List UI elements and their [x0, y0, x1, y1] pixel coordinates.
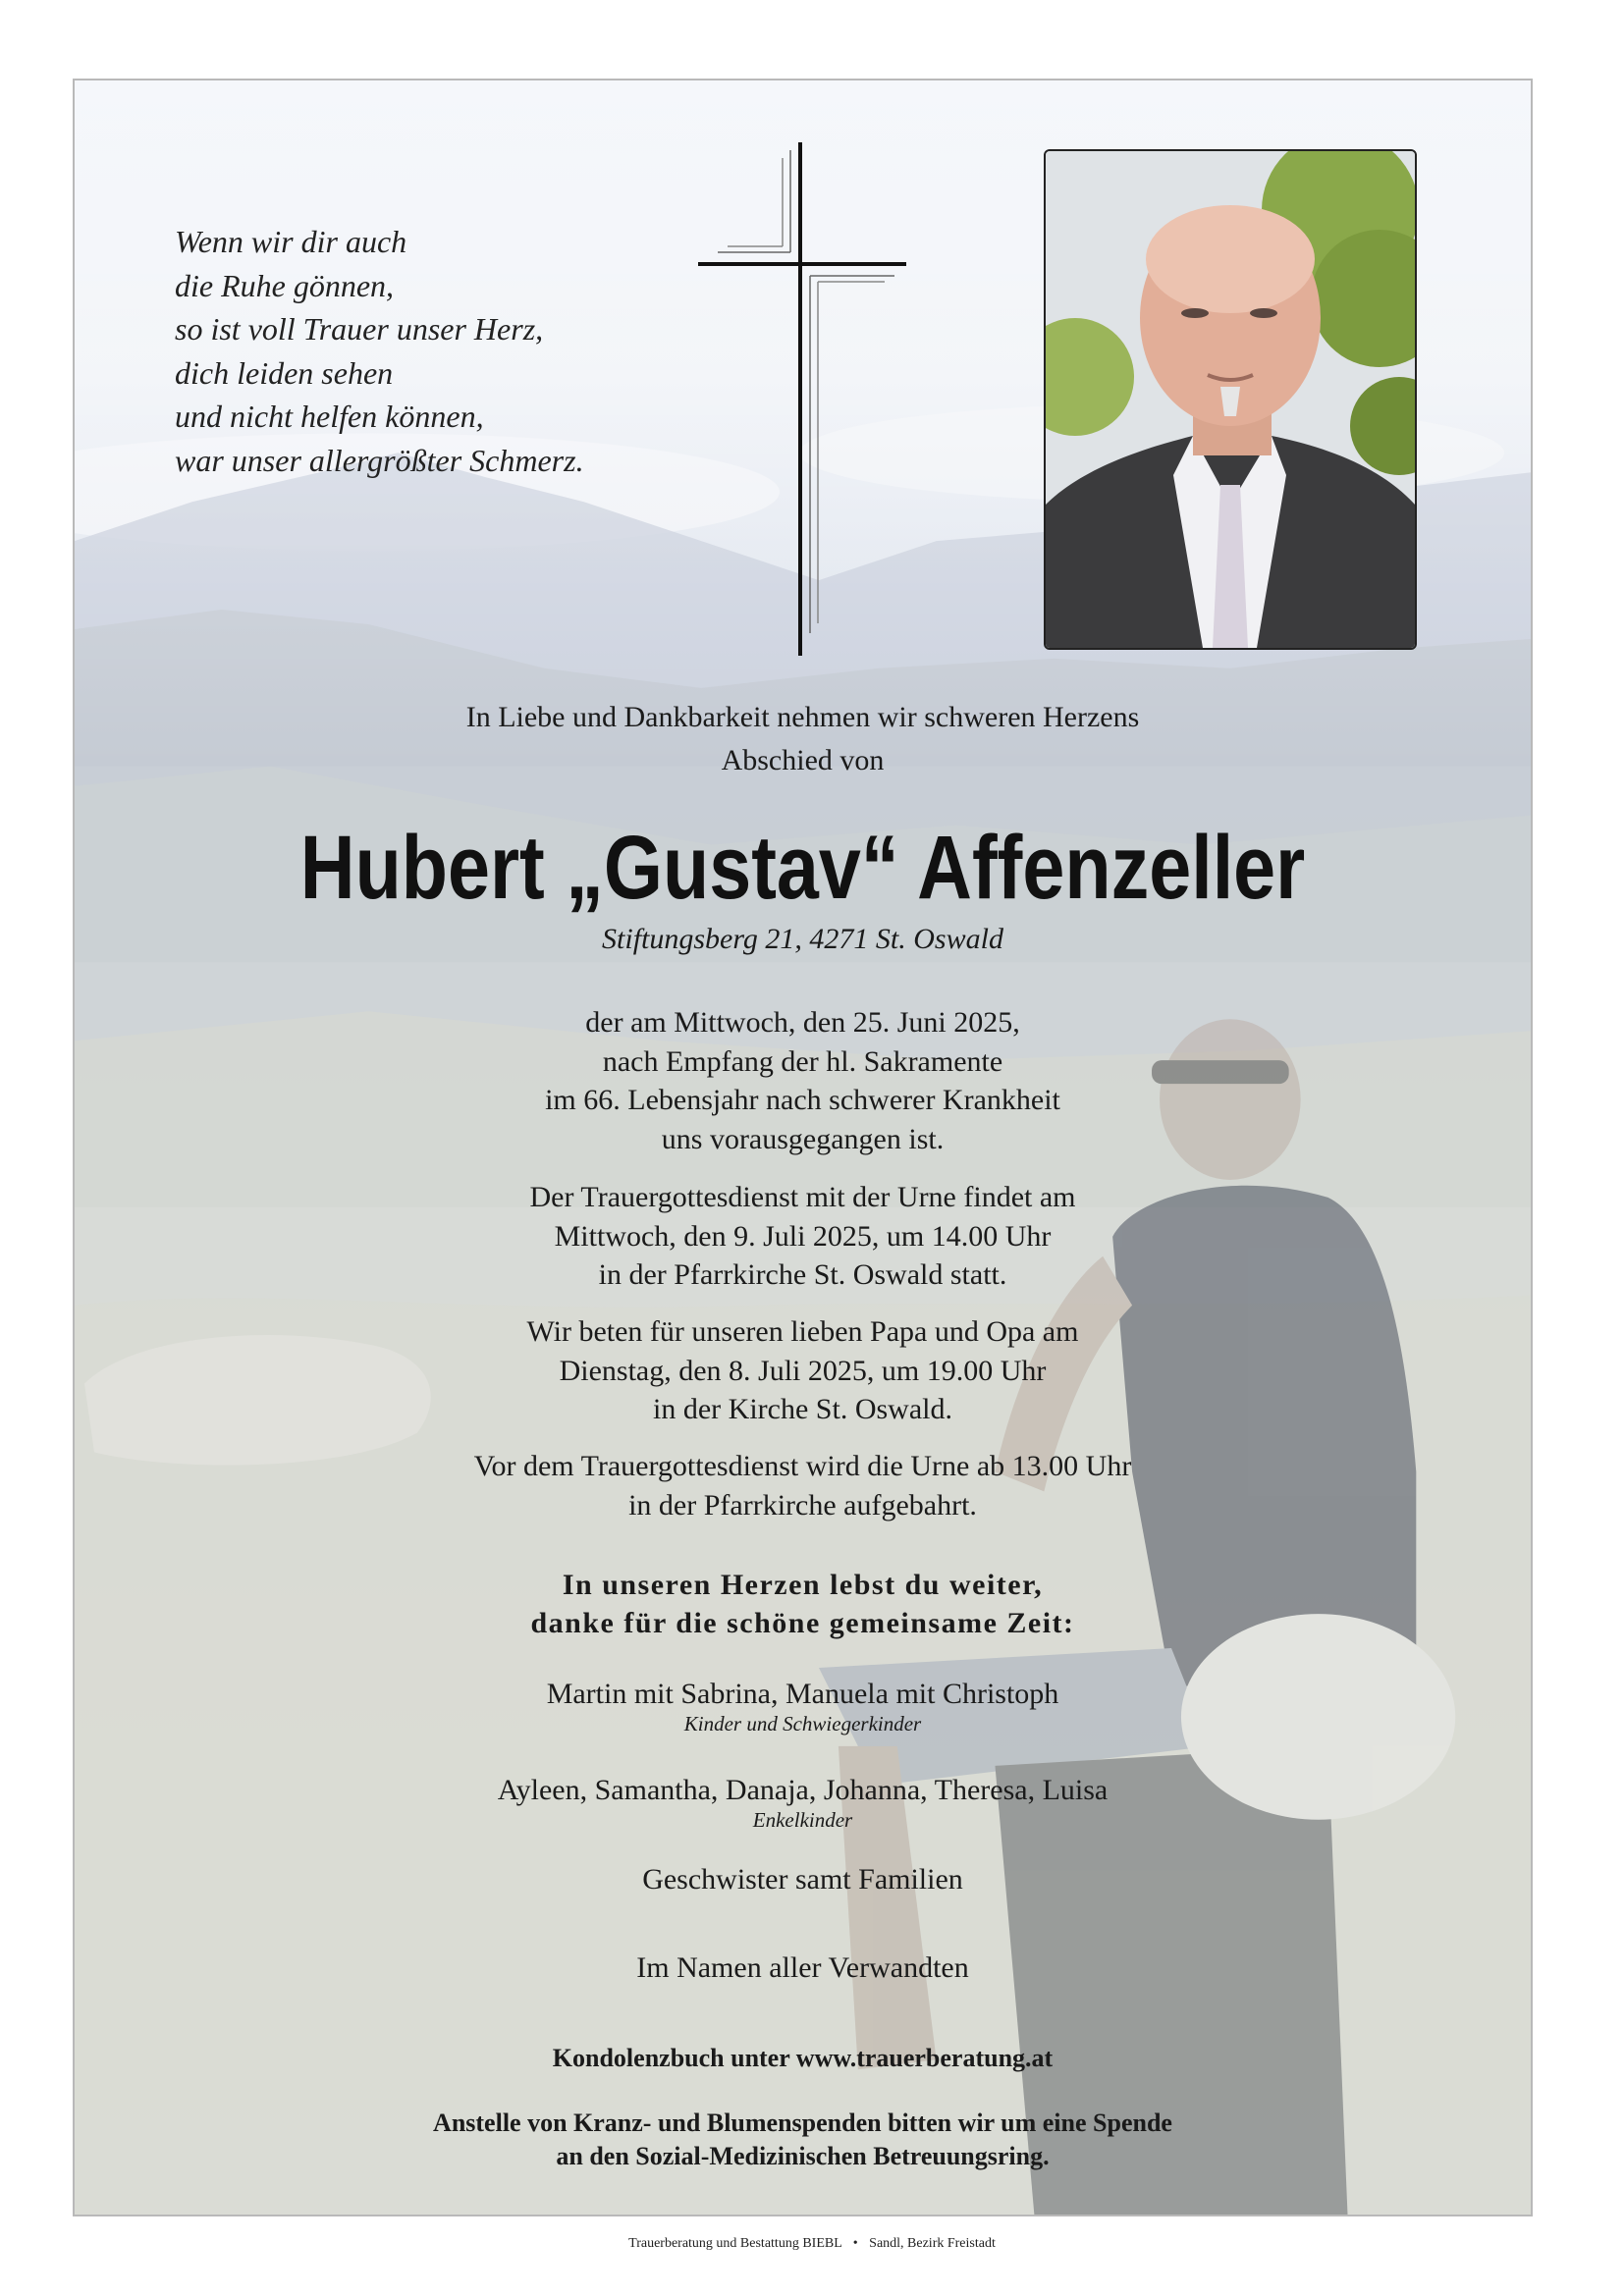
footer	[0, 2236, 1624, 2252]
family-grandchildren-relation: Enkelkinder	[752, 1808, 853, 1832]
portrait-photo	[1044, 149, 1417, 650]
footer-funeral-home: Trauerberatung und Bestattung BIEBL	[628, 2236, 842, 2251]
paragraph-line: im 66. Lebensjahr nach schwerer Krankheit	[545, 1084, 1060, 1116]
donation-line-1: Anstelle von Kranz- und Blumenspenden bitten wir um eine Spende	[433, 2109, 1172, 2137]
poem-line: dich leiden sehen	[175, 354, 394, 391]
condolence-book-notice: Kondolenzbuch unter www.trauerberatung.at	[552, 2044, 1054, 2072]
cross-icon	[698, 142, 906, 656]
family-relatives: Im Namen aller Verwandten	[636, 1951, 969, 1984]
funeral-service-paragraph	[75, 1178, 1531, 1295]
poem-line: so ist voll Trauer unser Herz,	[175, 311, 544, 347]
paragraph-line: in der Pfarrkirche aufgebahrt.	[628, 1488, 977, 1522]
family-grandchildren: Ayleen, Samantha, Danaja, Johanna, Theresa, Luisa	[497, 1774, 1109, 1806]
prayer-paragraph	[75, 1312, 1531, 1429]
paragraph-line: der am Mittwoch, den 25. Juni 2025,	[585, 1006, 1020, 1039]
motto	[75, 1566, 1531, 1642]
paragraph-line: Vor dem Trauergottesdienst wird die Urne ab 13.00 Uhr	[473, 1450, 1132, 1482]
paragraph-line: in der Kirche St. Oswald.	[653, 1393, 952, 1425]
paragraph-line: in der Pfarrkirche St. Oswald statt.	[598, 1258, 1007, 1291]
donation-line-2: an den Sozial-Medizinischen Betreuungsring.	[556, 2142, 1050, 2170]
family-children: Martin mit Sabrina, Manuela mit Christoph	[546, 1678, 1059, 1710]
footer-location: Sandl, Bezirk Freistadt	[869, 2236, 996, 2251]
poem-line: und nicht helfen können,	[175, 399, 484, 434]
donation-notice	[75, 2107, 1531, 2173]
paragraph-line: Dienstag, den 8. Juli 2025, um 19.00 Uhr	[559, 1354, 1047, 1387]
deceased-name: Hubert „Gustav“ Affenzeller	[299, 818, 1306, 918]
intro-line-2: Abschied von	[721, 744, 885, 776]
paragraph-line: nach Empfang der hl. Sakramente	[602, 1044, 1003, 1078]
paragraph-line: uns vorausgegangen ist.	[661, 1122, 945, 1155]
family-children-relation: Kinder und Schwiegerkinder	[683, 1712, 922, 1735]
obituary-sheet	[73, 79, 1533, 2216]
intro-text	[75, 696, 1531, 782]
deceased-address: Stiftungsberg 21, 4271 St. Oswald	[602, 923, 1003, 955]
motto-line-2: danke für die schöne gemeinsame Zeit:	[530, 1607, 1075, 1639]
poem-line: war unser allergrößter Schmerz.	[175, 442, 584, 478]
poem-line: Wenn wir dir auch	[175, 224, 407, 259]
intro-line-1: In Liebe und Dankbarkeit nehmen wir schweren Herzens	[465, 701, 1140, 733]
poem-line: die Ruhe gönnen,	[175, 267, 395, 303]
death-notice-paragraph	[75, 1003, 1531, 1158]
motto-line-1: In unseren Herzen lebst du weiter,	[562, 1569, 1044, 1601]
paragraph-line: Der Trauergottesdienst mit der Urne findet am	[529, 1181, 1076, 1213]
footer-separator: •	[852, 2236, 858, 2251]
urn-viewing-paragraph	[75, 1447, 1531, 1524]
paragraph-line: Mittwoch, den 9. Juli 2025, um 14.00 Uhr	[554, 1219, 1052, 1253]
paragraph-line: Wir beten für unseren lieben Papa und Opa am	[526, 1315, 1079, 1348]
family-siblings: Geschwister samt Familien	[642, 1863, 963, 1896]
poem	[175, 220, 584, 482]
